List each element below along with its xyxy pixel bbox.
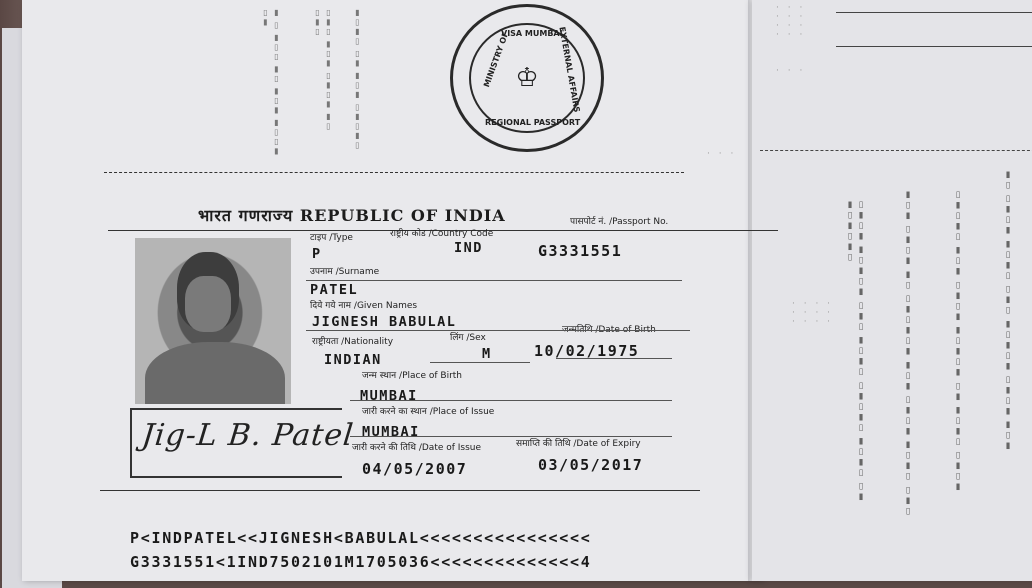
passport-right-page (752, 0, 1032, 581)
country-code-label: राष्ट्रीय कोड /Country Code (390, 229, 494, 239)
mrz-line-1: P<INDPATEL<<JIGNESH<BABULAL<<<<<<<<<<<<<<<< (130, 529, 592, 547)
passport-no-label: पासपोर्ट नं. /Passport No. (570, 217, 669, 227)
stamp-text-right: EXTERNAL AFFAIRS (557, 25, 582, 114)
surname-value: PATEL (310, 282, 359, 298)
faint-rotated-text: ▮ ▯ ▮▯▯ ▮▯ ▮▯▮ ▮▯▯▮ ▯▮ (261, 8, 281, 157)
data-page-top-dashed-rule (104, 172, 684, 173)
holder-signature: Jig-L B. Patel (140, 418, 356, 453)
right-page-rule (836, 46, 1032, 47)
nationality-value: INDIAN (324, 352, 382, 368)
passport-no-value: G3331551 (538, 242, 623, 260)
faint-rotated-text: ▮▯▮▯ ▯▮ ▮▯▮ ▯▮▯▮▯ (353, 8, 362, 151)
given-names-value: JIGNESH BABULAL (312, 314, 457, 330)
type-label: टाइप /Type (310, 233, 353, 243)
faint-rotated-text: ▯▮▯▮ ▮▯▮▯▮ ▯▮▯ ▮▯▮▯ ▯▮▯▮▯ ▮▯▮▯ ▯▮ ▮▯▮▯▮▯ (845, 200, 866, 503)
field-rule (306, 280, 682, 281)
stamp-text-left: MINISTRY OF (481, 30, 511, 89)
official-stamp (450, 4, 604, 152)
doi-value: 04/05/2007 (362, 460, 468, 478)
sex-value: M (482, 346, 492, 362)
dot-pattern: · · · (707, 149, 737, 159)
dot-pattern: · · · · · · · · · · · · · · · (776, 3, 806, 76)
ashoka-emblem-icon: ♔ (515, 63, 539, 93)
pob-value: MUMBAI (360, 388, 418, 404)
dob-value: 10/02/1975 (534, 342, 640, 360)
page-title: भारत गणराज्य REPUBLIC OF INDIA (108, 200, 778, 231)
poi-label: जारी करने का स्थान /Place of Issue (362, 407, 495, 417)
signature-box (130, 408, 356, 478)
surname-label: उपनाम /Surname (310, 267, 380, 277)
right-page-rule (836, 12, 1032, 13)
doe-label: समाप्ति की तिथि /Date of Expiry (516, 439, 641, 449)
holder-photo (135, 238, 291, 404)
pob-label: जन्म स्थान /Place of Birth (362, 371, 463, 381)
mrz-line-2: G3331551<1IND7502101M1705036<<<<<<<<<<<<<<4 (130, 553, 592, 571)
data-page-bottom-rule (100, 490, 700, 491)
poi-value: MUMBAI (362, 424, 420, 440)
given-names-label: दिये गये नाम /Given Names (310, 301, 418, 311)
photo-face (185, 276, 231, 332)
type-value: P (312, 246, 322, 262)
faint-rotated-text: ▯▮▯▮▯ ▮▯▮ ▯▮▯▮ ▮▯▮▯▮ ▯▮ ▮▯▮▯ ▯▮▯▮ (953, 190, 963, 493)
field-rule (350, 400, 672, 401)
country-code-value: IND (454, 240, 483, 256)
faint-rotated-text: ▯▮▯ ▮▯▮ ▯▮▯▮ ▮▯ ▯▮▯ (313, 8, 333, 132)
sex-label: लिंग /Sex (450, 333, 486, 343)
dot-pattern: · · · · · · · · · · · · (792, 299, 834, 327)
stamp-text-top: VISA MUMBAI (501, 29, 563, 38)
stamp-text-bottom: REGIONAL PASSPORT (485, 118, 581, 127)
faint-rotated-text: ▮▯▮ ▯▮▯▮ ▮▯ ▯▮▯▮▯▮ ▮▯▮ ▯▮▯▮ ▮▯▮▯ ▯▮▯ (903, 190, 913, 517)
doe-value: 03/05/2017 (538, 456, 644, 474)
faint-rotated-text: ▮▯ ▯▮▯▮ ▮▯▮▯ ▯▮▯ ▮▯▮▯▮ ▯▮▯▮ ▮▯▮ (1003, 170, 1013, 452)
field-rule (556, 358, 672, 359)
nationality-label: राष्ट्रीयता /Nationality (312, 337, 394, 347)
right-page-rule (760, 150, 1032, 151)
dob-label: जन्मतिथि /Date of Birth (562, 325, 656, 335)
doi-label: जारी करने की तिथि /Date of Issue (352, 443, 482, 453)
photo-body (145, 342, 285, 404)
field-rule (306, 330, 690, 331)
stamp-inner-ring (469, 23, 585, 133)
field-rule (430, 362, 530, 363)
passport-data-page (100, 168, 700, 498)
